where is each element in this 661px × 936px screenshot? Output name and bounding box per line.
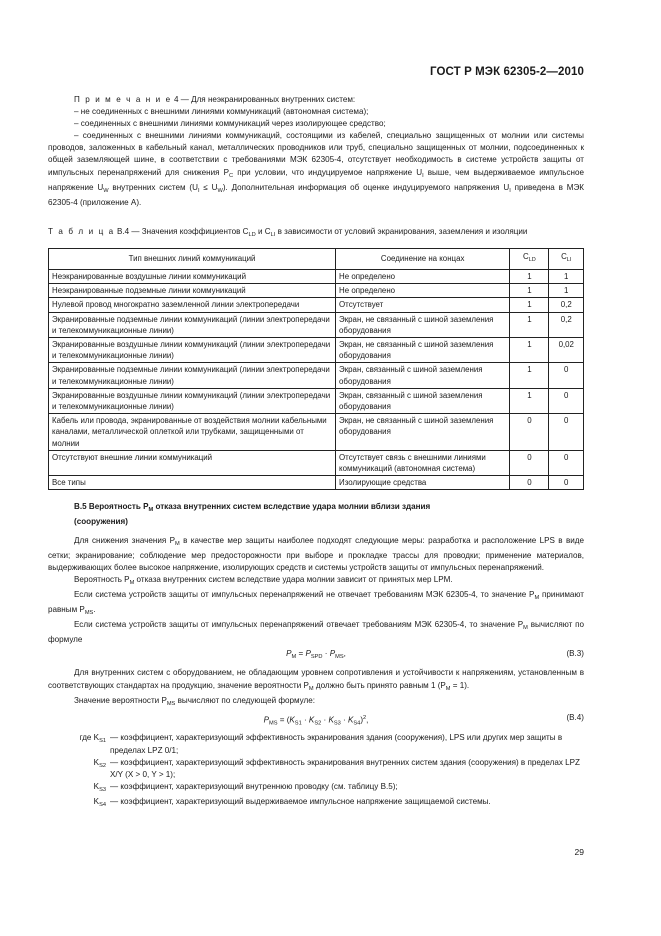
cell-type: Экранированные воздушные линии коммуникаций (линии электропередачи и телекоммуникационные линии): [49, 337, 336, 362]
cell-cld: 1: [510, 269, 549, 283]
note-item-2: – соединенных с внешними линиями коммуникаций через изолирующее средство;: [74, 119, 386, 129]
table-row: [49, 476, 584, 490]
cell-cli: 0: [549, 450, 584, 475]
cell-cld: 1: [510, 298, 549, 312]
cell-cli: 0: [549, 476, 584, 490]
table-row: [49, 388, 584, 413]
cell-connection: Не определено: [336, 284, 510, 298]
table-row: [49, 269, 584, 283]
cell-type: Экранированные подземные линии коммуникаций (линии электропередачи и телекоммуникационные линии): [49, 363, 336, 388]
cell-cld: 0: [510, 414, 549, 451]
cell-cli: 0,2: [549, 312, 584, 337]
cell-type: Нулевой провод многократно заземленной линии электропередачи: [49, 298, 336, 312]
cell-cld: 1: [510, 363, 549, 388]
table-caption: Т а б л и ц а В.4 — Значения коэффициентов $C_{LD}$ и $C_{LI}$ в зависимости от условий экранирования, заземления и изоляции: [48, 226, 528, 238]
coefficients-table: [48, 248, 584, 490]
note-item-1: – не соединенных с внешними линиями коммуникаций (автономная система);: [74, 107, 369, 117]
table-row: [49, 298, 584, 312]
paragraph-compliant: Если система устройств защиты от импульсных перенапряжений отвечает требованиям МЭК 62305-4, то значение $P_M$ вычисляют по формуле: [48, 620, 584, 645]
table-row: [49, 312, 584, 337]
formula-b4-number: (В.4): [566, 712, 584, 722]
cell-connection: Не определено: [336, 269, 510, 283]
definition-ks4: $K_{S4}$ — коэффициент, характеризующий выдерживаемое импульсное напряжение защищаемой системы.: [93, 796, 491, 808]
cell-cld: 1: [510, 312, 549, 337]
note-title: П р и м е ч а н и е 4 — Для неэкранированных внутренних систем:: [74, 95, 356, 104]
cell-cli: 0,2: [549, 298, 584, 312]
header-line-type: Тип внешних линий коммуникаций: [49, 248, 336, 269]
paragraph-measures: Для снижения значения $P_M$ в качестве мер защиты наиболее подходят следующие меры: разработка и расположение LPS в виде сетки; экранирование; соблюдение мер предосторожности при выборе и прокладке трассы для проводки; применение материалов, выдерживающих более высокое напряжение, изолирующих средств и системы устройств защиты от импульсных перенапряжений.: [48, 535, 584, 572]
cell-cli: 1: [549, 269, 584, 283]
page-content: [48, 94, 584, 811]
cell-cli: 0: [549, 388, 584, 413]
definitions-list: [48, 732, 584, 811]
page-number: 29: [574, 847, 584, 857]
table-row: [49, 414, 584, 451]
cell-cld: 1: [510, 284, 549, 298]
cell-cld: 0: [510, 450, 549, 475]
cell-connection: Изолирующие средства: [336, 476, 510, 490]
cell-type: Неэкранированные подземные линии коммуникаций: [49, 284, 336, 298]
cell-connection: Отсутствует: [336, 298, 510, 312]
cell-type: Неэкранированные воздушные линии коммуникаций: [49, 269, 336, 283]
header-connection: Соединение на концах: [336, 248, 510, 269]
table-row: [49, 284, 584, 298]
cell-cli: 0: [549, 414, 584, 451]
cell-type: Отсутствуют внешние линии коммуникаций: [49, 450, 336, 475]
cell-type: Экранированные подземные линии коммуникаций (линии электропередачи и телекоммуникационные линии): [49, 312, 336, 337]
table-row: [49, 450, 584, 475]
note-item-3: – соединенных с внешними линиями коммуникаций, состоящими из кабелей, специально защищенных от молнии или системы проводов, заложенных в кабельный канал, металлических проводников или труб, специально защищенных от молнии, подсоединенных к общей заземляющей шине, в соответствии с требованиями МЭК 62305-4, отсутствует необходимость в системе устройств защиты от импульсных перенапряжений для снижения $P_C$ при условии, что индуцируемое напряжение $U_I$ выше, чем выдерживаемое импульсное напряжение $U_W$ внутренних систем $(U_I \le U_W)$. Дополнительная информация об оценке индуцируемого напряжения $U_I$ приведена в МЭК 62305-4 (приложение А).: [48, 131, 584, 207]
formula-b3-expr: $P_M = P_{SPD} \cdot P_{MS}$,: [286, 649, 346, 661]
cell-cli: 1: [549, 284, 584, 298]
cell-cld: 1: [510, 337, 549, 362]
header-cli: $C_{LI}$: [549, 248, 584, 269]
formula-b4-expr: $P_{MS} = (K_{S1} \cdot K_{S2} \cdot K_{S3} \cdot K_{S4})^2$,: [263, 714, 369, 727]
cell-connection: Отсутствует связь с внешними линиями коммуникаций (автономная система): [336, 450, 510, 475]
section-title: В.5 Вероятность $P_M$ отказа внутренних систем вследствие удара молнии вблизи здания: [74, 502, 431, 514]
cell-connection: Экран, не связанный с шиной заземления оборудования: [336, 414, 510, 451]
cell-cli: 0: [549, 363, 584, 388]
note-block: [48, 94, 584, 209]
formula-b4: [48, 712, 584, 730]
formula-b3-number: (В.3): [566, 649, 584, 659]
definition-ks3: $K_{S3}$ — коэффициент, характеризующий внутреннюю проводку (см. таблицу В.5);: [93, 781, 398, 793]
cell-cld: 1: [510, 388, 549, 413]
cell-type: Все типы: [49, 476, 336, 490]
paragraph-equipment: Для внутренних систем с оборудованием, не обладающим уровнем сопротивления и устойчивости к напряжениям, установленным в соответствующих стандартах на продукцию, значение вероятности $P_M$ должно быть принято равным 1 $(P_M = 1)$.: [48, 668, 584, 692]
standard-header: ГОСТ Р МЭК 62305-2—2010: [430, 66, 584, 78]
cell-connection: Экран, связанный с шиной заземления оборудования: [336, 388, 510, 413]
table-header-row: [49, 248, 584, 269]
cell-cli: 0,02: [549, 337, 584, 362]
definition-ks2: $K_{S2}$ — коэффициент, характеризующий эффективность экранирования внутренних систем здания (сооружения) в пределах LPZ X/Y (X > 0, Y > 1);: [93, 757, 580, 779]
header-cld: $C_{LD}$: [510, 248, 549, 269]
definition-ks1: где $K_{S1}$ — коэффициент, характеризующий эффективность экранирования здания (сооружения), LPS или других мер защиты в пределах LPZ 0/1;: [79, 733, 563, 755]
table-row: [49, 363, 584, 388]
formula-b3: [48, 648, 584, 663]
cell-connection: Экран, не связанный с шиной заземления оборудования: [336, 337, 510, 362]
section-title-cont: (сооружения): [74, 517, 128, 527]
cell-type: Кабель или провода, экранированные от воздействия молнии кабельными каналами, металлической оплеткой или трубками, защищенными от молнии: [49, 414, 336, 451]
paragraph-lpm: Вероятность $P_M$ отказа внутренних систем вследствие удара молнии зависит от принятых мер LPM.: [74, 574, 453, 586]
table-row: [49, 337, 584, 362]
paragraph-not-compliant: Если система устройств защиты от импульсных перенапряжений не отвечает требованиям МЭК 62305-4, то значение $P_M$ принимают равным $P_{MS}$.: [48, 589, 584, 617]
cell-cld: 0: [510, 476, 549, 490]
cell-connection: Экран, не связанный с шиной заземления оборудования: [336, 312, 510, 337]
cell-type: Экранированные воздушные линии коммуникаций (линии электропередачи и телекоммуникационные линии): [49, 388, 336, 413]
paragraph-pms: Значение вероятности $P_{MS}$ вычисляют по следующей формуле:: [74, 695, 315, 707]
cell-connection: Экран, связанный с шиной заземления оборудования: [336, 363, 510, 388]
